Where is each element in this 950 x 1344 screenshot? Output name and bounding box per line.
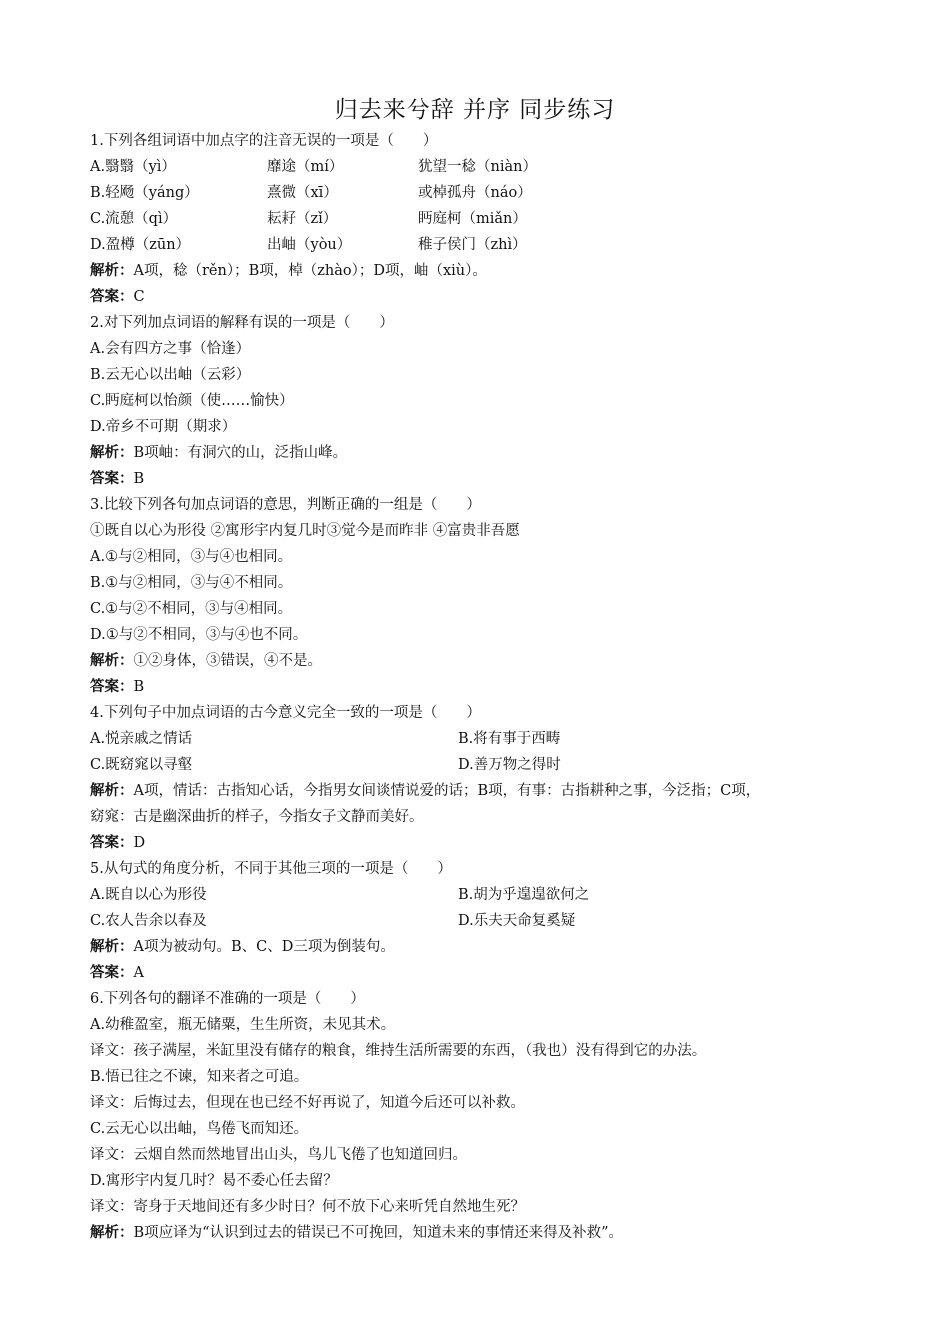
question-6-item-d: D.寓形宇内复几时？曷不委心任去留？	[90, 1173, 338, 1189]
question-2-stem: 2.对下列加点词语的解释有误的一项是（ ）	[90, 315, 394, 331]
analysis-text: A项，情话：古指知心话，今指男女间谈情说爱的话；B项，有事：古指耕种之事，今泛指；C项，	[133, 783, 761, 799]
question-6-translation-d: 译文：寄身于天地间还有多少时日？何不放下心来听凭自然地生死？	[90, 1199, 525, 1215]
answer-text: B	[133, 679, 145, 695]
question-4-options-row-2	[90, 752, 880, 778]
analysis-text: B项应译为“认识到过去的错误已不可挽回，知道未来的事情还来得及补救”。	[133, 1225, 623, 1241]
question-1-option-d	[90, 232, 880, 258]
question-5-answer	[90, 960, 880, 986]
option-cell: 耘耔（zǐ）	[267, 211, 338, 227]
question-5-stem: 5.从句式的角度分析，不同于其他三项的一项是（ ）	[90, 861, 452, 877]
question-6-translation-c: 译文：云烟自然而然地冒出山头，鸟儿飞倦了也知道回归。	[90, 1147, 467, 1163]
exercise-content	[90, 128, 880, 1246]
question-2-option-a: A.会有四方之事（恰逢）	[90, 341, 251, 357]
option-cell: A.翳翳（yì）	[90, 159, 176, 175]
answer-label: 答案：	[90, 965, 134, 981]
answer-label: 答案：	[90, 471, 134, 487]
option-cell: 犹望一稔（niàn）	[418, 159, 537, 175]
analysis-label: 解析：	[90, 263, 134, 279]
question-3-analysis	[90, 648, 880, 674]
question-3-option-a: A.①与②相同，③与④也相同。	[90, 549, 293, 565]
question-5-options-row-2	[90, 908, 880, 934]
analysis-label: 解析：	[90, 653, 134, 669]
question-2-analysis	[90, 440, 880, 466]
question-2-option-b: B.云无心以出岫（云彩）	[90, 367, 251, 383]
option-cell: A.既自以心为形役	[90, 887, 207, 903]
question-6-item-c: C.云无心以出岫，鸟倦飞而知还。	[90, 1121, 309, 1137]
question-6-translation-b: 译文：后悔过去，但现在也已经不好再说了，知道今后还可以补救。	[90, 1095, 525, 1111]
option-cell: C.既窈窕以寻壑	[90, 757, 193, 773]
question-6-item-b: B.悟已往之不谏，知来者之可追。	[90, 1069, 309, 1085]
answer-label: 答案：	[90, 679, 134, 695]
option-cell: B.胡为乎遑遑欲何之	[458, 887, 590, 903]
question-4-options-row-1	[90, 726, 880, 752]
question-1-option-c	[90, 206, 880, 232]
option-cell: B.将有事于西畴	[458, 731, 561, 747]
analysis-label: 解析：	[90, 939, 134, 955]
question-1-option-a	[90, 154, 880, 180]
option-cell: D.乐夫天命复奚疑	[458, 913, 576, 929]
option-cell: 眄庭柯（miǎn）	[418, 211, 527, 227]
question-3-stem: 3.比较下列各句加点词语的意思，判断正确的一组是（ ）	[90, 497, 481, 513]
page-title: 归去来兮辞 并序 同步练习	[334, 97, 616, 123]
option-cell: C.农人告余以春及	[90, 913, 207, 929]
option-cell: 靡途（mí）	[267, 159, 344, 175]
question-5-analysis	[90, 934, 880, 960]
question-1-answer	[90, 284, 880, 310]
analysis-label: 解析：	[90, 445, 134, 461]
question-3-answer	[90, 674, 880, 700]
analysis-text: A项为被动句。B、C、D三项为倒装句。	[133, 939, 395, 955]
analysis-text: A项，稔（rěn）；B项，棹（zhào）；D项，岫（xiù）。	[133, 263, 487, 279]
option-cell: D.善万物之得时	[458, 757, 561, 773]
answer-text: B	[133, 471, 145, 487]
question-6-stem: 6.下列各句的翻译不准确的一项是（ ）	[90, 991, 365, 1007]
answer-text: A	[133, 965, 144, 981]
question-1-analysis	[90, 258, 880, 284]
question-3-option-d: D.①与②不相同，③与④也不同。	[90, 627, 308, 643]
question-4-stem: 4.下列句子中加点词语的古今意义完全一致的一项是（ ）	[90, 705, 481, 721]
question-6-item-a: A.幼稚盈室，瓶无储粟，生生所资，未见其术。	[90, 1017, 396, 1033]
option-cell: C.流憩（qì）	[90, 211, 178, 227]
question-4-analysis-continued: 窈窕：古是幽深曲折的样子，今指女子文静而美好。	[90, 809, 424, 825]
question-3-option-c: C.①与②不相同，③与④相同。	[90, 601, 293, 617]
question-2-answer	[90, 466, 880, 492]
option-cell: 熹微（xī）	[267, 185, 338, 201]
option-cell: A.悦亲戚之情话	[90, 731, 193, 747]
question-4-analysis	[90, 778, 880, 804]
question-5-options-row-1	[90, 882, 880, 908]
question-3-sentences: ①既自以心为形役 ②寓形宇内复几时③觉今是而昨非 ④富贵非吾愿	[90, 523, 520, 539]
question-2-option-c: C.眄庭柯以怡颜（使……愉快）	[90, 393, 294, 409]
option-cell: 或棹孤舟（náo）	[418, 185, 532, 201]
question-1-stem: 1.下列各组词语中加点字的注音无误的一项是（ ）	[90, 133, 438, 149]
question-2-option-d: D.帝乡不可期（期求）	[90, 419, 237, 435]
question-3-option-b: B.①与②相同，③与④不相同。	[90, 575, 293, 591]
option-cell: B.轻飏（yáng）	[90, 185, 199, 201]
analysis-text: ①②身体，③错误，④不是。	[133, 653, 322, 669]
option-cell: 出岫（yòu）	[267, 237, 352, 253]
analysis-label: 解析：	[90, 783, 134, 799]
question-4-answer	[90, 830, 880, 856]
option-cell: D.盈樽（zūn）	[90, 237, 191, 253]
answer-text: C	[133, 289, 145, 305]
answer-label: 答案：	[90, 289, 134, 305]
question-6-analysis	[90, 1220, 880, 1246]
option-cell: 稚子侯门（zhì）	[418, 237, 527, 253]
question-6-translation-a: 译文：孩子满屋，米缸里没有储存的粮食，维持生活所需要的东西，（我也）没有得到它的办法。	[90, 1043, 707, 1059]
analysis-label: 解析：	[90, 1225, 134, 1241]
answer-text: D	[133, 835, 146, 851]
answer-label: 答案：	[90, 835, 134, 851]
question-1-option-b	[90, 180, 880, 206]
analysis-text: B项岫：有洞穴的山，泛指山峰。	[133, 445, 348, 461]
